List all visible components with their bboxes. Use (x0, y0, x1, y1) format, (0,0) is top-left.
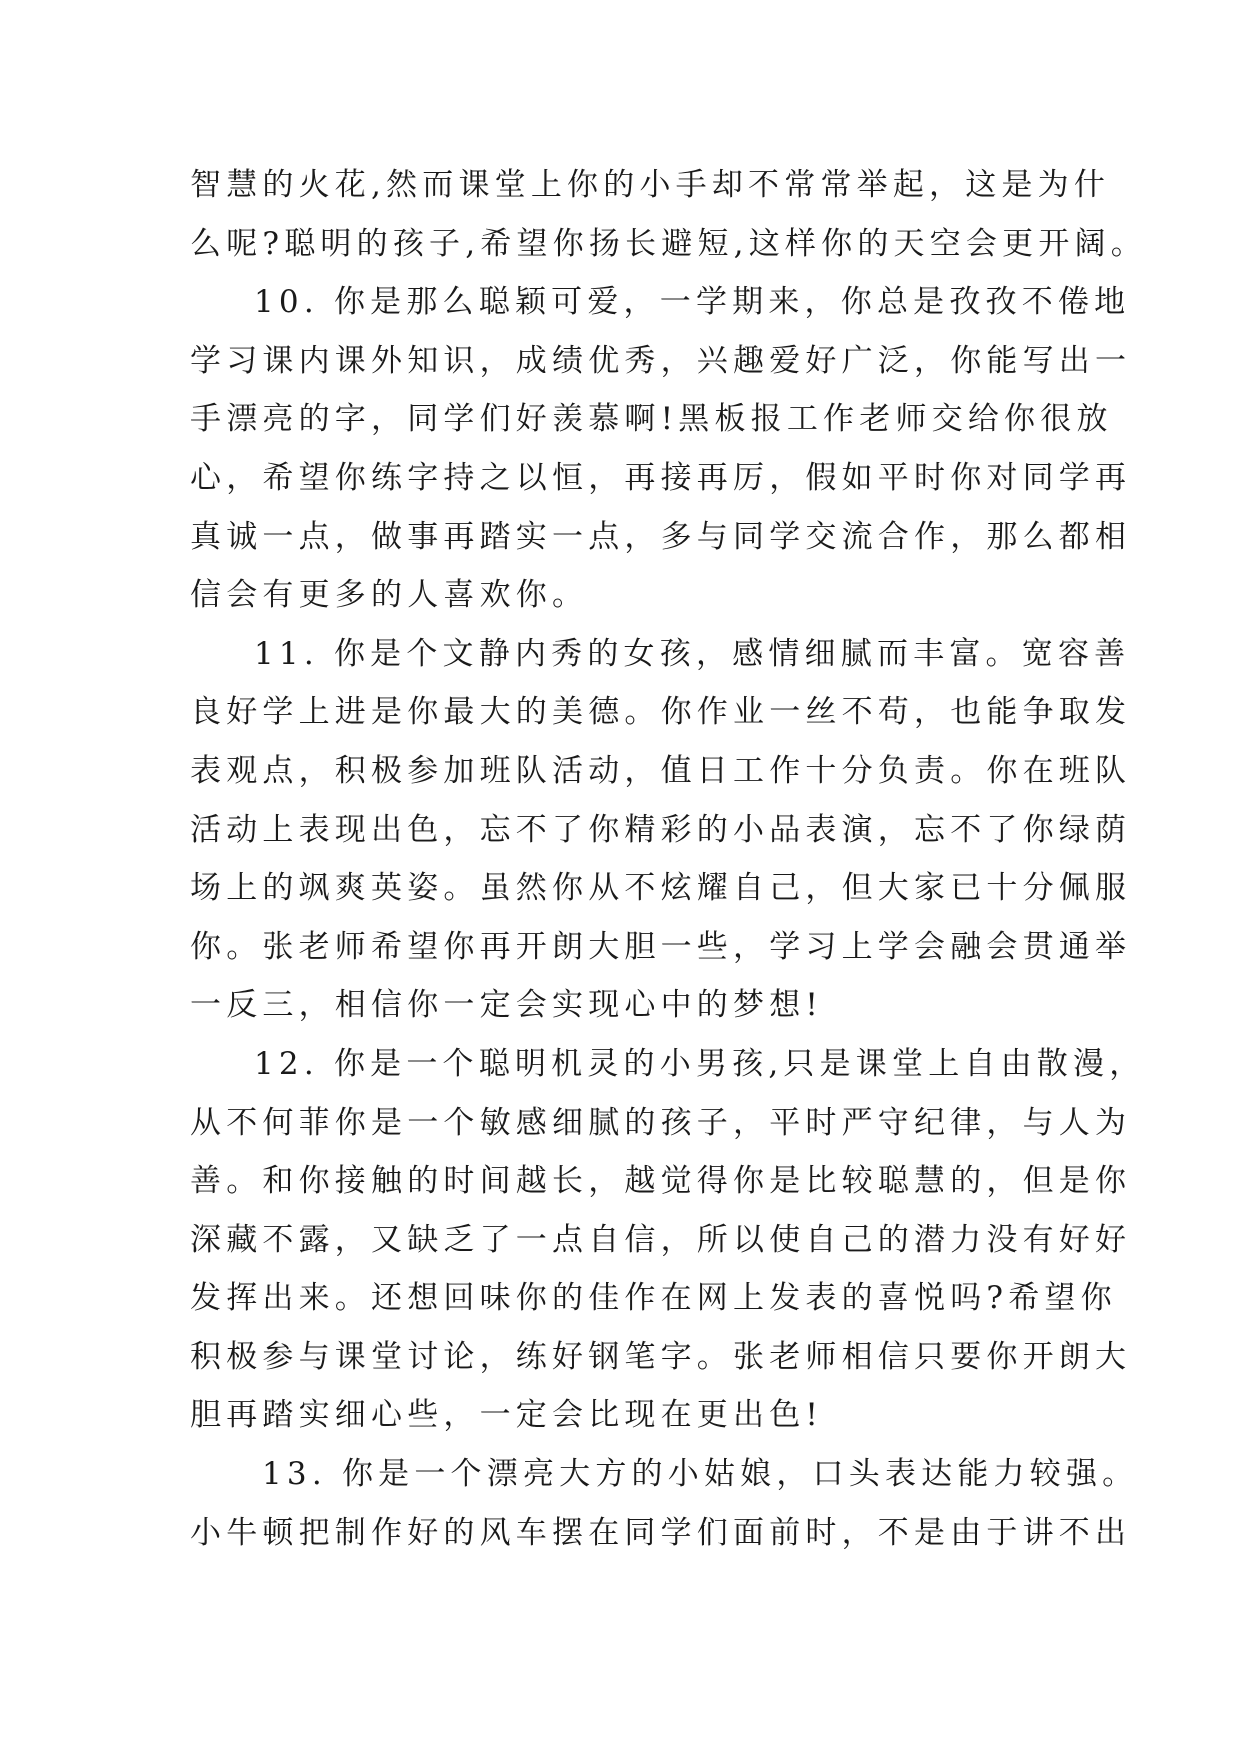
text-line: 积极参与课堂讨论，练好钢笔字。张老师相信只要你开朗大 (190, 1338, 1132, 1375)
paragraph-10-start: 10. 你是那么聪颖可爱，一学期来，你总是孜孜不倦地 (254, 284, 1131, 321)
text-line: 场上的飒爽英姿。虽然你从不炫耀自己，但大家已十分佩服 (190, 870, 1132, 907)
text-line: 深藏不露，又缺乏了一点自信，所以使自己的潜力没有好好 (190, 1221, 1132, 1258)
text-line: 一反三，相信你一定会实现心中的梦想! (190, 987, 824, 1024)
text-line: 信会有更多的人喜欢你。 (190, 577, 589, 614)
text-line: 真诚一点，做事再踏实一点，多与同学交流合作，那么都相 (190, 518, 1132, 555)
text-line: 善。和你接触的时间越长，越觉得你是比较聪慧的，但是你 (190, 1163, 1132, 1200)
paragraph-13-start: 13. 你是一个漂亮大方的小姑娘，口头表达能力较强。 (262, 1456, 1139, 1493)
text-line: 心，希望你练字持之以恒，再接再厉，假如平时你对同学再 (190, 459, 1132, 496)
text-line: 么呢?聪明的孩子,希望你扬长避短,这样你的天空会更开阔。 (190, 225, 1147, 262)
text-line: 手漂亮的字，同学们好羡慕啊!黑板报工作老师交给你很放 (190, 401, 1113, 438)
text-line: 你。张老师希望你再开朗大胆一些，学习上学会融会贯通举 (190, 928, 1132, 965)
body-text (190, 156, 1147, 1562)
text-line: 胆再踏实细心些，一定会比现在更出色! (190, 1397, 824, 1434)
text-line: 从不何菲你是一个敏感细腻的孩子，平时严守纪律，与人为 (190, 1104, 1132, 1141)
text-line: 学习课内课外知识，成绩优秀，兴趣爱好广泛，你能写出一 (190, 342, 1132, 379)
text-line: 表观点，积极参加班队活动，值日工作十分负责。你在班队 (190, 752, 1132, 789)
text-line: 发挥出来。还想回味你的佳作在网上发表的喜悦吗?希望你 (190, 1280, 1117, 1317)
paragraph-12-start: 12. 你是一个聪明机灵的小男孩,只是课堂上自由散漫， (254, 1045, 1146, 1082)
text-line: 小牛顿把制作好的风车摆在同学们面前时，不是由于讲不出 (190, 1514, 1132, 1551)
text-line: 智慧的火花,然而课堂上你的小手却不常常举起，这是为什 (190, 167, 1111, 203)
text-line: 活动上表现出色，忘不了你精彩的小品表演，忘不了你绿荫 (190, 811, 1132, 848)
text-line: 良好学上进是你最大的美德。你作业一丝不苟，也能争取发 (190, 694, 1132, 731)
paragraph-11-start: 11. 你是个文静内秀的女孩，感情细腻而丰富。宽容善 (254, 635, 1131, 672)
